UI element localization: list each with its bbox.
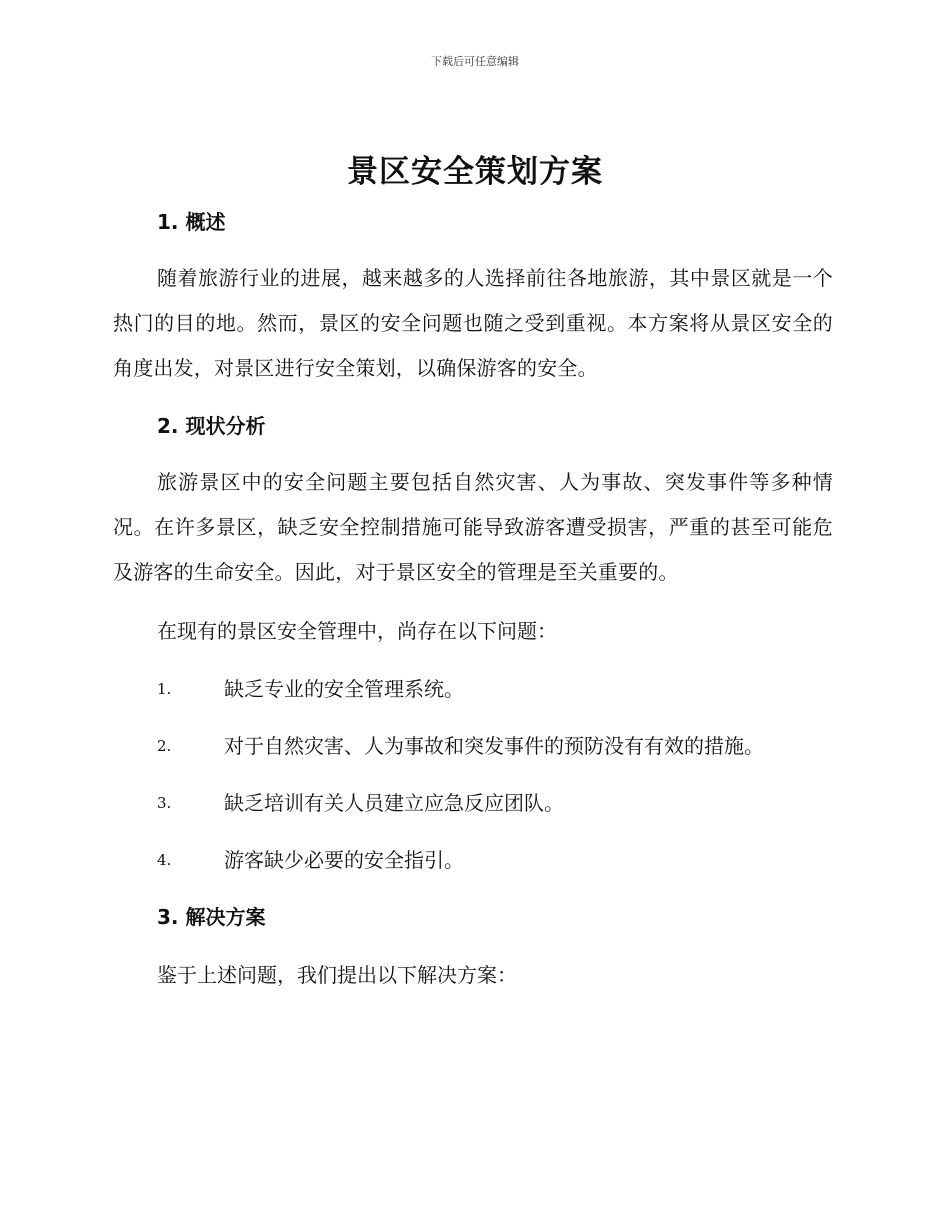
solution-intro: 鉴于上述问题，我们提出以下解决方案：	[157, 963, 517, 987]
list-item-text: 缺乏培训有关人员建立应急反应团队。	[224, 791, 564, 815]
header-note: 下载后可任意编辑	[431, 55, 519, 68]
status-analysis-paragraph: 旅游景区中的安全问题主要包括自然灾害、人为事故、突发事件等多种情况。在许多景区，缺乏安全控制措施可能导致游客遭受损害，严重的甚至可能危及游客的生命安全。因此，对于景区安全的管理是至关重要的。	[113, 470, 833, 584]
list-item-text: 游客缺少必要的安全指引。	[224, 848, 464, 872]
list-item-number: 4.	[157, 851, 172, 869]
document-title: 景区安全策划方案	[347, 154, 603, 190]
list-item	[157, 789, 564, 817]
list-item	[157, 675, 464, 703]
list-item-number: 1.	[157, 680, 172, 698]
problems-intro: 在现有的景区安全管理中，尚存在以下问题：	[157, 619, 557, 643]
section-heading-solution: 3. 解决方案	[157, 905, 266, 929]
list-item	[157, 732, 764, 760]
section-heading-status-analysis: 2. 现状分析	[157, 414, 266, 438]
list-item-text: 对于自然灾害、人为事故和突发事件的预防没有有效的措施。	[224, 734, 764, 758]
section-heading-overview: 1. 概述	[157, 210, 226, 234]
list-item-number: 2.	[157, 737, 172, 755]
overview-paragraph: 随着旅游行业的进展，越来越多的人选择前往各地旅游，其中景区就是一个热门的目的地。然而，景区的安全问题也随之受到重视。本方案将从景区安全的角度出发，对景区进行安全策划，以确保游客的安全。	[113, 266, 833, 380]
list-item	[157, 846, 464, 874]
list-item-number: 3.	[157, 794, 172, 812]
list-item-text: 缺乏专业的安全管理系统。	[224, 677, 464, 701]
